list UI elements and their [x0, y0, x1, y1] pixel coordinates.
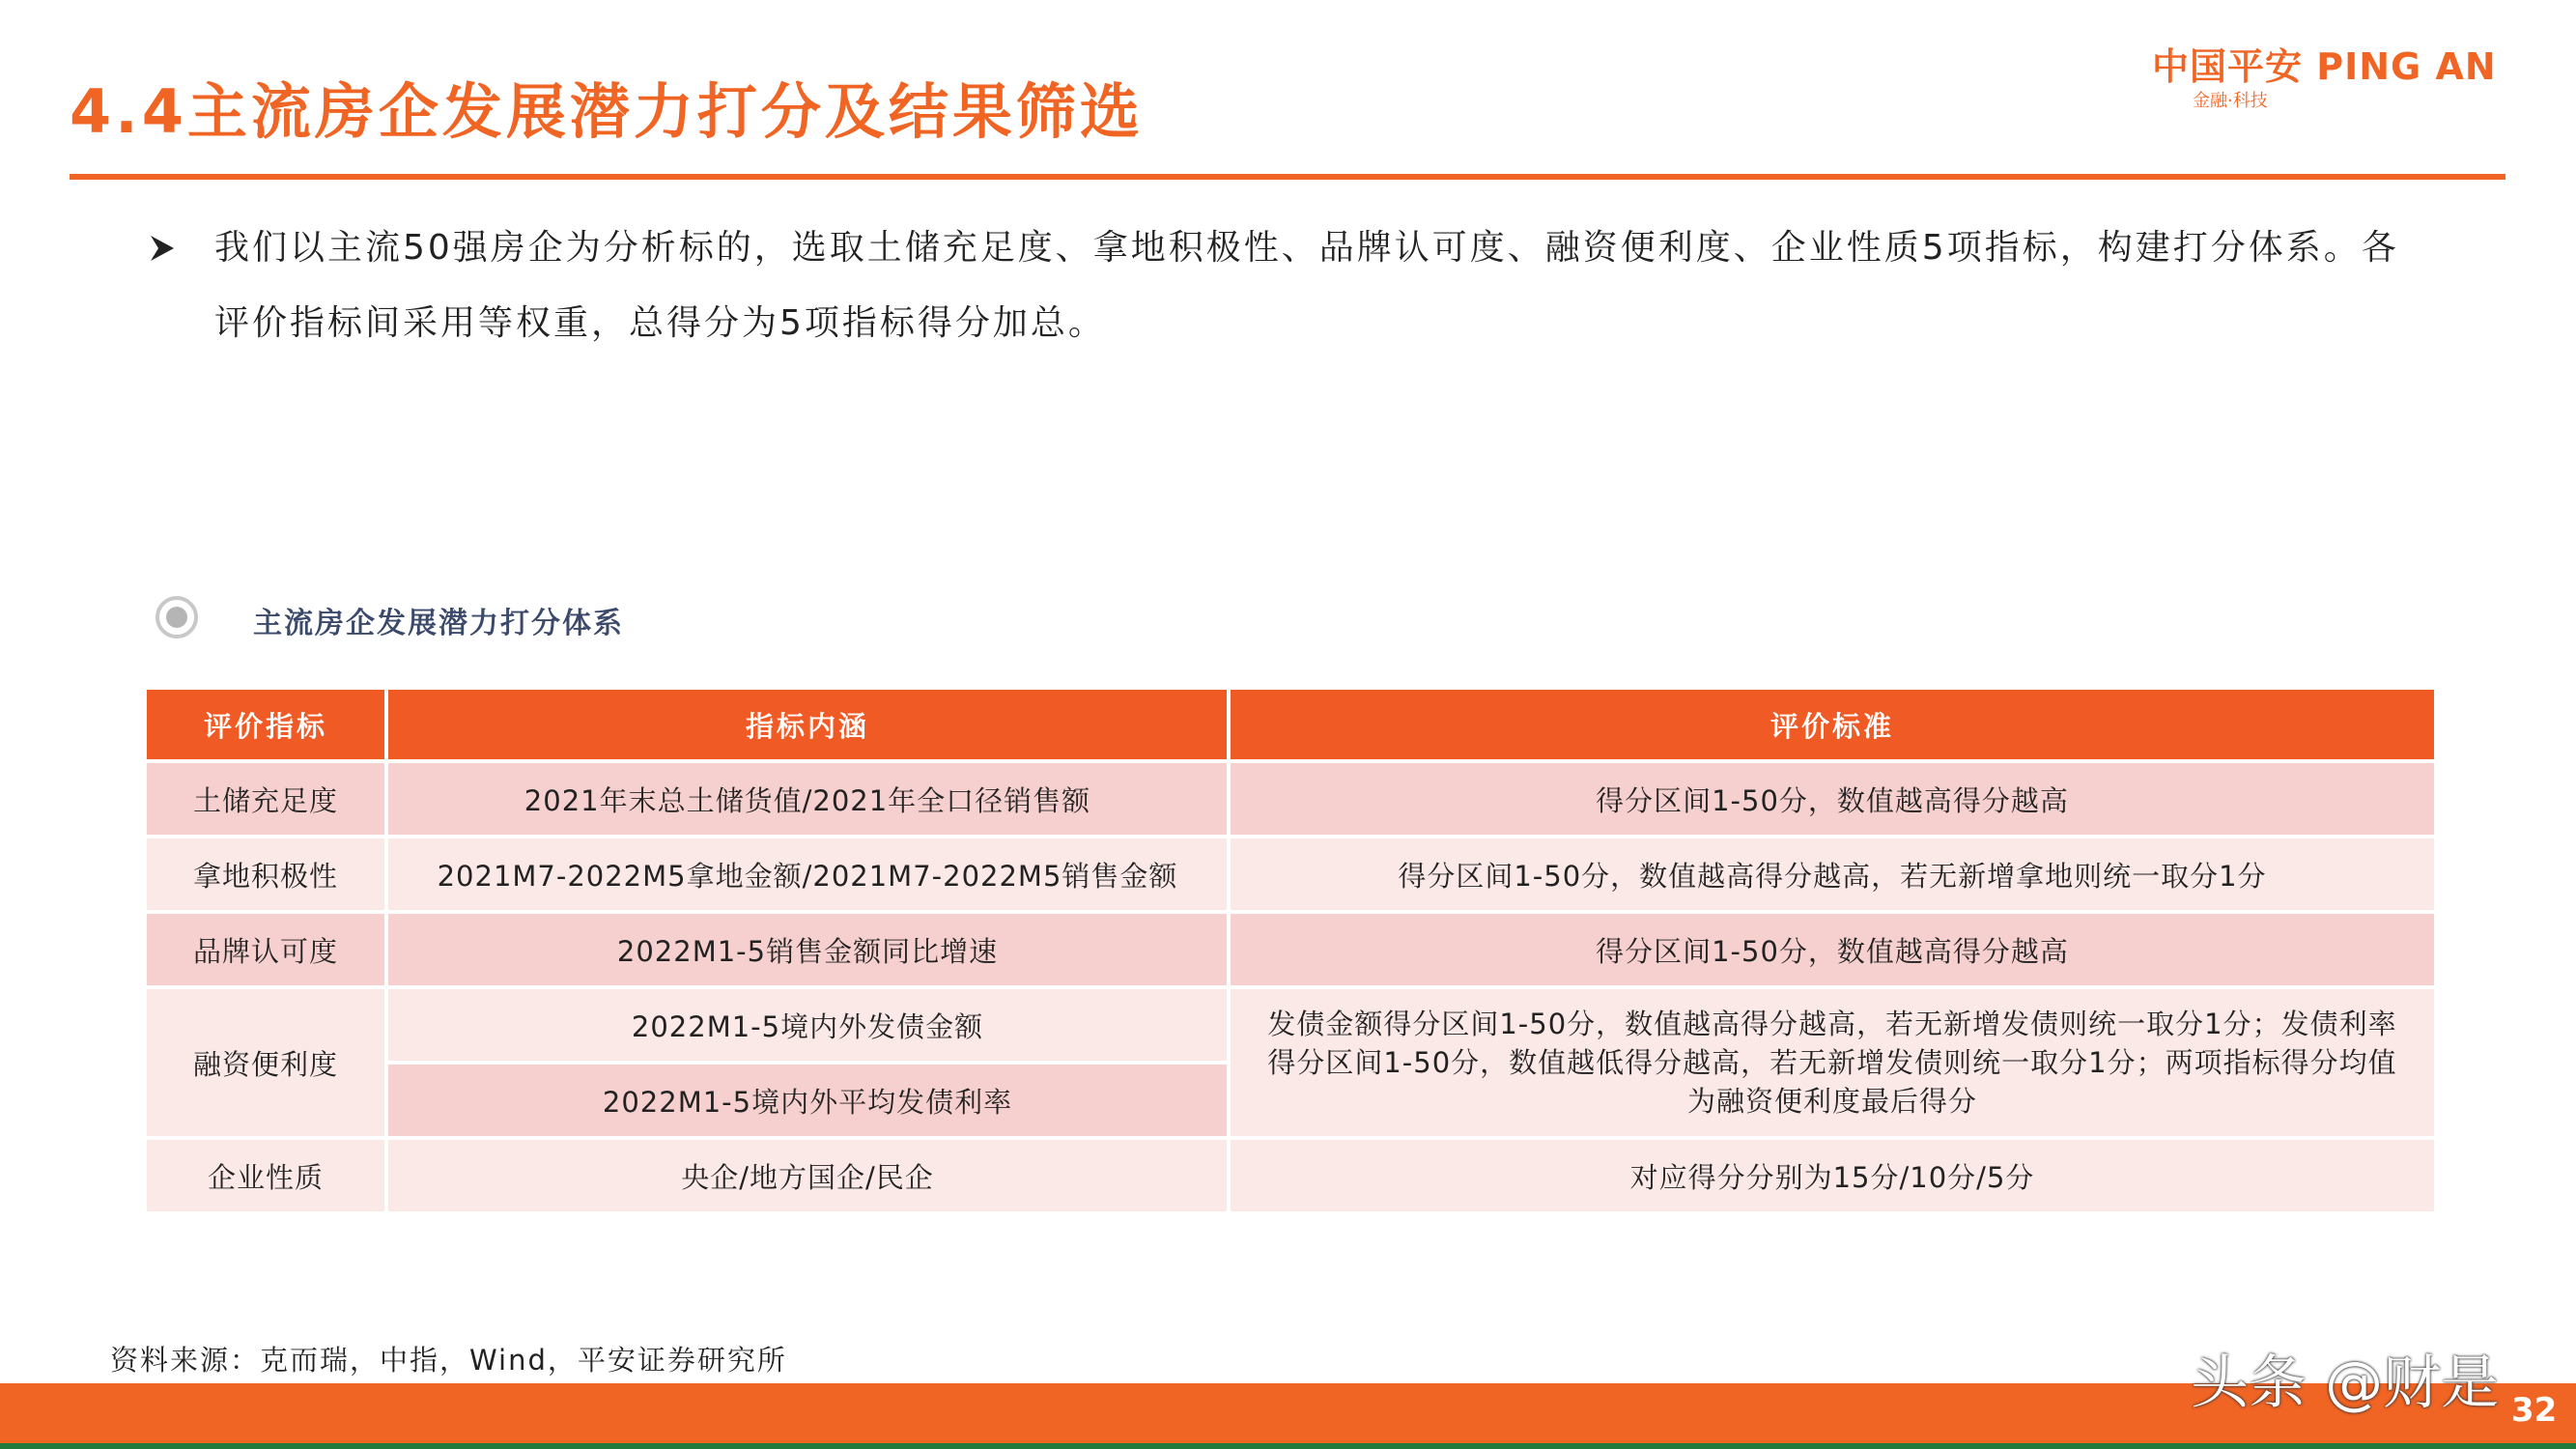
footer-bar: [0, 1383, 2576, 1443]
intro-text: 我们以主流50强房企为分析标的，选取土储充足度、拿地积极性、品牌认可度、融资便利度、企业性质5项指标，构建打分体系。各评价指标间采用等权重，总得分为5项指标得分加总。: [214, 228, 2399, 343]
cell-indicator: 拿地积极性: [145, 837, 386, 912]
logo-main-text: 中国平安 PING AN: [2152, 45, 2497, 88]
cell-standard: 对应得分分别为15分/10分/5分: [1229, 1138, 2436, 1213]
header-standard: 评价标准: [1229, 688, 2436, 761]
intro-bullet: [145, 211, 2424, 361]
header-content: 指标内涵: [386, 688, 1229, 761]
watermark: 头条 @财是: [2191, 1350, 2500, 1417]
table-row: [145, 837, 2436, 912]
table-row: [145, 761, 2436, 837]
title-divider: [70, 174, 2505, 180]
cell-content: 2021年末总土储货值/2021年全口径销售额: [386, 761, 1229, 837]
table-header-row: [145, 688, 2436, 761]
table-row: [145, 987, 2436, 1063]
cell-standard: 得分区间1-50分，数值越高得分越高: [1229, 912, 2436, 987]
page-number: 32: [2511, 1391, 2558, 1430]
cell-indicator: 融资便利度: [145, 987, 386, 1138]
header-indicator: 评价指标: [145, 688, 386, 761]
cell-content: 2022M1-5境内外平均发债利率: [386, 1063, 1229, 1138]
scoring-table: [143, 686, 2438, 1215]
cell-content: 2022M1-5销售金额同比增速: [386, 912, 1229, 987]
cell-indicator: 土储充足度: [145, 761, 386, 837]
cell-indicator: 企业性质: [145, 1138, 386, 1213]
source-note: 资料来源：克而瑞，中指，Wind，平安证券研究所: [110, 1344, 787, 1377]
cell-standard: 发债金额得分区间1-50分，数值越高得分越高，若无新增发债则统一取分1分；发债利率得分区间1-50分，数值越低得分越高，若无新增发债则统一取分1分；两项指标得分均值为融资便利度最后得分: [1229, 987, 2436, 1138]
page-title: 4.4主流房企发展潜力打分及结果筛选: [70, 76, 1144, 147]
cell-content: 央企/地方国企/民企: [386, 1138, 1229, 1213]
arrow-bullet-icon: [145, 211, 184, 286]
section-title: 主流房企发展潜力打分体系: [253, 607, 624, 640]
cell-standard: 得分区间1-50分，数值越高得分越高: [1229, 761, 2436, 837]
logo-sub-text: 金融·科技: [2193, 91, 2268, 111]
footer-accent-line: [0, 1443, 2576, 1449]
cell-indicator: 品牌认可度: [145, 912, 386, 987]
radio-circle-icon: [155, 595, 199, 639]
table-row: [145, 912, 2436, 987]
cell-standard: 得分区间1-50分，数值越高得分越高，若无新增拿地则统一取分1分: [1229, 837, 2436, 912]
cell-content: 2021M7-2022M5拿地金额/2021M7-2022M5销售金额: [386, 837, 1229, 912]
pingan-logo: [2152, 37, 2538, 114]
table-row: [145, 1138, 2436, 1213]
cell-content: 2022M1-5境内外发债金额: [386, 987, 1229, 1063]
